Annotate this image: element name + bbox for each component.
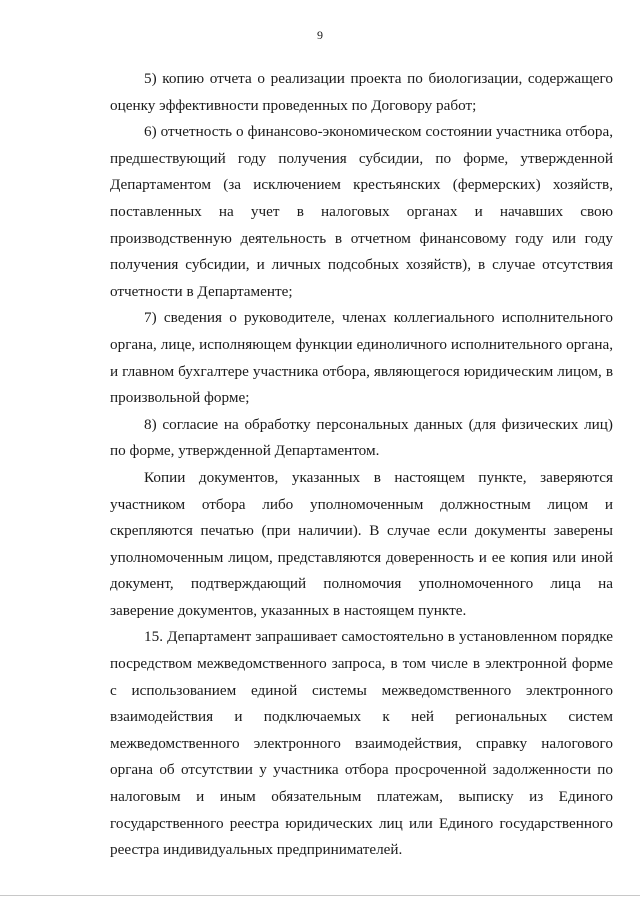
bottom-scan-edge: [0, 895, 640, 896]
page-number: 9: [317, 28, 323, 42]
paragraph-item-8: 8) согласие на обработку персональных данных (для физических лиц) по форме, утвержденной Департаментом.: [110, 415, 613, 460]
paragraph-copies-certification: Копии документов, указанных в настоящем пункте, заверяются участником отбора либо уполномоченным должностным лицом и скрепляются печатью (при наличии). В случае если документы заверены уполномоченным лицом, представляются доверенность и ее копия или иной документ, подтверждающий полномочия уполномоченного лица на заверение документов, указанных в настоящем пункте.: [110, 468, 613, 619]
paragraph-item-6: 6) отчетность о финансово-экономическом состоянии участника отбора, предшествующий году получения субсидии, по форме, утвержденной Департаментом (за исключением крестьянских (фермерских) хозяйств, поставленных на учет в налоговых органах и начавших свою производственную деятельность в отчетном финансовому году или году получения субсидии, и личных подсобных хозяйств), в случае отсутствия отчетности в Департаменте;: [110, 123, 613, 300]
document-body: [110, 66, 613, 864]
paragraph-item-5: 5) копию отчета о реализации проекта по биологизации, содержащего оценку эффективности проведенных по Договору работ;: [110, 70, 613, 114]
paragraph-section-15: 15. Департамент запрашивает самостоятельно в установленном порядке посредством межведомственного запроса, в том числе в электронной форме с использованием единой системы межведомственного электронного взаимодействия и подключаемых к ней региональных систем межведомственного электронного взаимодействия, справку налогового органа об отсутствии у участника отбора просроченной задолженности по налоговым и иным обязательным платежам, выписку из Единого государственного реестра юридических лиц или Единого государственного реестра индивидуальных предпринимателей.: [110, 628, 613, 859]
paragraph-item-7: 7) сведения о руководителе, членах коллегиального исполнительного органа, лице, исполняющем функции единоличного исполнительного органа, и главном бухгалтере участника отбора, являющегося юридическим лицом, в произвольной форме;: [110, 309, 613, 407]
